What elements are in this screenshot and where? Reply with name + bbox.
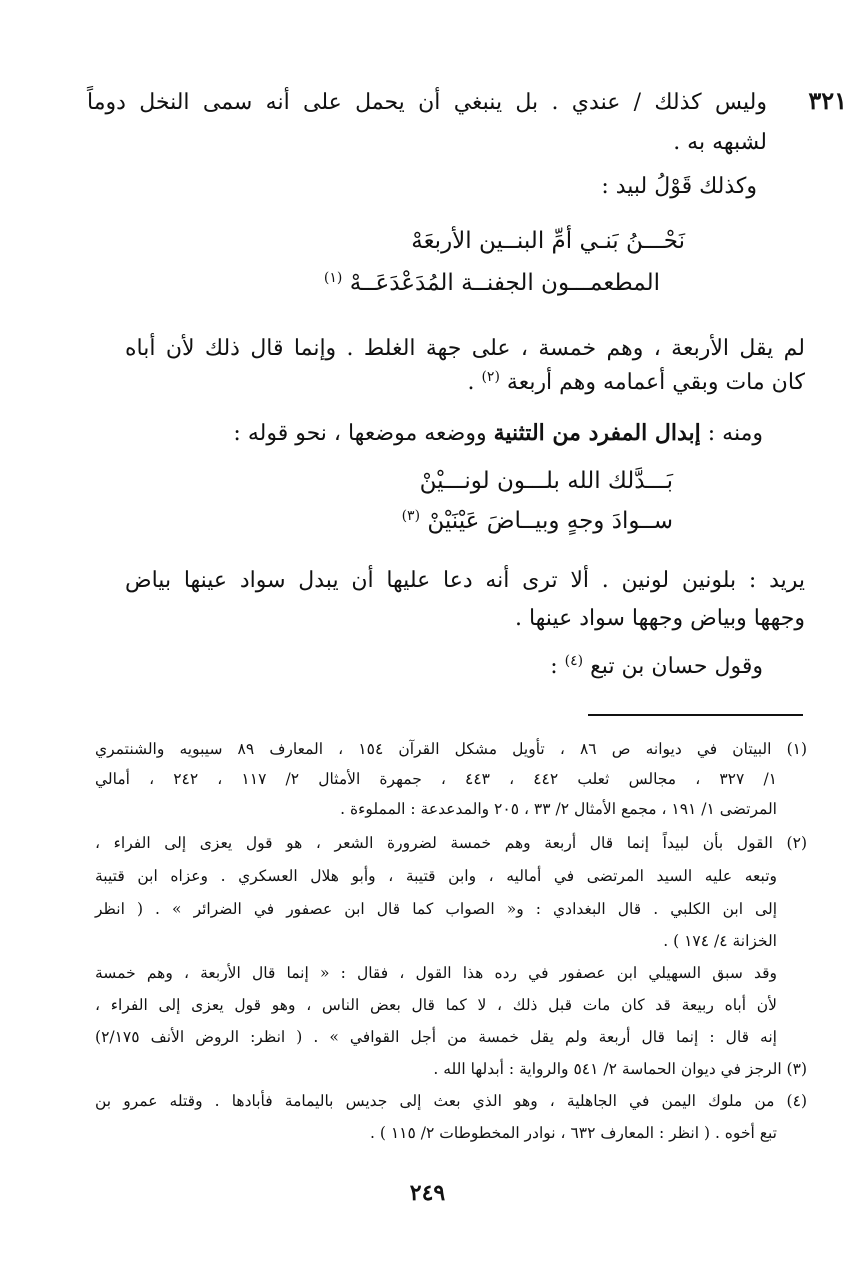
body-text: ووضعه موضعها ، نحو قوله : [233,421,494,446]
footnote-ref: (٢) [481,369,500,385]
footnote-ref: (٣) [401,508,421,524]
body-line: لشبهه به . [673,130,767,155]
footnote-ref: (٤) [564,653,584,669]
footnote-line: (٤) من ملوك اليمن في الجاهلية ، وهو الذي بعث إلى جديس باليمامة فأبادها . وقتله عمرو بن [95,1092,807,1110]
verse-line [402,508,673,534]
body-text: ومنه : [700,421,763,446]
emphasized-term: إبدال المفرد من التثنية [493,420,701,446]
verse-text: المطعمـــون الجفنــة المُدَعْدَعَــهْ [349,270,660,296]
body-line: وليس كذلك / عندي . بل ينبغي أن يحمل على أنه سمى النخل دوماً [87,90,767,115]
footnote-line: تبع أخوه . ( انظر : المعارف ٦٣٢ ، نوادر المخطوطات ٢/ ١١٥ ) . [370,1124,777,1142]
verse-text: ســوادَ وجهٍ وبيــاضَ عَيْنَيْنْ [427,508,673,534]
verse-line: بَـــدَّلك الله بلـــون لونـــيْنْ [419,468,673,494]
verse-line: نَحْـــنُ بَنـي أمِّ البنــين الأربعَهْ [411,228,685,254]
body-line [550,652,763,684]
footnote-line: (٣) الرجز في ديوان الحماسة ٢/ ٥٤١ والرواية : أبدلها الله . [433,1060,807,1078]
body-line: لم يقل الأربعة ، وهم خمسة ، على جهة الغلط . وإنما قال ذلك لأن أباه [125,336,805,361]
footnote-line: إلى ابن الكلبي . قال البغدادي : و« الصواب كما قال ابن عصفور في الضرائر » . ( انظر [95,900,777,918]
body-text: كان مات وبقي أعمامه وهم أربعة [506,370,805,395]
body-text: وقول حسان بن تبع [590,654,763,679]
footnote-line: لأن أباه ربيعة قد كان مات قبل ذلك ، لا كما قال بعض الناس ، وهو قول يعزى إلى الفراء ، [95,996,777,1014]
verse-line [324,270,660,296]
body-line: يريد : بلونين لونين . ألا ترى أنه دعا عليها أن يبدل سواد عينها بياض [125,568,805,593]
body-text: . [467,370,475,395]
body-line: وجهها وبياض وجهها سواد عينها . [514,606,805,631]
footnote-line: وتبعه عليه السيد المرتضى في أماليه ، وابن قتيبة ، وأبو هلال العسكري . وعزاه ابن قتيبة [95,867,777,885]
footnote-line: (٢) القول بأن لبيداً إنما قال أربعة وهم خمسة لضرورة الشعر ، هو قول يعزى إلى الفراء ، [95,834,807,852]
footnote-separator [588,714,803,716]
footnote-line: المرتضى ١/ ١٩١ ، مجمع الأمثال ٢/ ٣٣ ، ٢٠٥ والمدعدعة : المملوءة . [340,800,777,818]
body-text: : [550,654,558,679]
body-line: وكذلك قَوْلُ لبيد : [601,174,757,199]
footnote-line: الخزانة ٤/ ١٧٤ ) . [663,932,777,950]
footnote-line: وقد سبق السهيلي ابن عصفور في رده هذا القول ، فقال : « إنما قال الأربعة ، وهم خمسة [95,964,777,982]
body-line [467,368,805,400]
footnote-line: (١) البيتان في ديوانه ص ٨٦ ، تأويل مشكل القرآن ١٥٤ ، المعارف ٨٩ سيبويه والشنتمري [95,740,808,758]
body-line [233,418,763,449]
page-number: ٢٤٩ [409,1180,446,1206]
margin-page-number: ٣٢١ [808,86,847,115]
footnote-line: إنه قال : إنما قال أربعة ولم يقل خمسة من أجل القوافي » . ( انظر: الروض الأنف ٢/١٧٥) [95,1028,777,1046]
footnote-line: ١/ ٣٢٧ ، مجالس ثعلب ٤٤٢ ، ٤٤٣ ، جمهرة الأمثال ٢/ ١١٧ ، ٢٤٢ ، أمالي [95,770,777,788]
footnote-ref: (١) [323,270,343,286]
